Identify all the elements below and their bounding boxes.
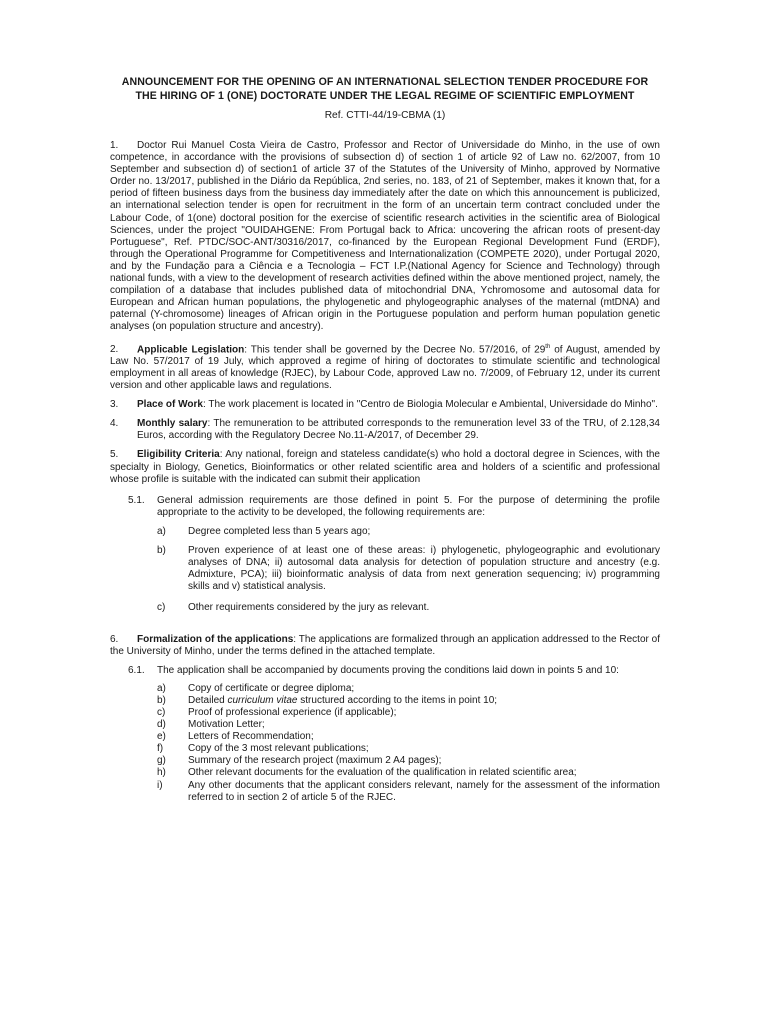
section-text-continued: of August, amended by Law No. 57/2017 of 19 July, which approved a regime of hiring of doctorates to stimulate scientific and technological employment in all areas of knowledge (RJEC), by Labour Code, approved Law no. 7/2009, of February 12, under its current version and other applicable laws and regulations. xyxy=(110,343,660,392)
list-item xyxy=(157,695,660,707)
subsection-number: 5.1. xyxy=(128,494,145,506)
list-item xyxy=(157,743,660,755)
section-heading: Place of Work xyxy=(137,399,203,411)
item-text: Copy of certificate or degree diploma; xyxy=(188,682,355,694)
list-item xyxy=(157,780,660,804)
item-text: Degree completed less than 5 years ago; xyxy=(188,525,371,537)
section-number: 5. xyxy=(110,449,119,461)
section-text: : This tender shall be governed by the Decree No. 57/2016, of 29 xyxy=(244,343,546,355)
documents-list xyxy=(110,683,660,804)
item-text: Proven experience of at least one of these areas: i) phylogenetic, phylogeographic and evolutionary analyses of DNA; ii) autosomal data analysis for detection of population structure and ancestry (e.g. Admixture, PCA); iii) bioinformatic analysis of data from next generation sequencing; iv) programming skills and v) statistical analysis. xyxy=(188,545,660,593)
list-item xyxy=(157,707,660,719)
document-title: ANNOUNCEMENT FOR THE OPENING OF AN INTERNATIONAL SELECTION TENDER PROCEDURE FOR THE HIRING OF 1 (ONE) DOCTORATE UNDER THE LEGAL REGIME OF SCIENTIFIC EMPLOYMENT xyxy=(121,76,649,102)
list-item xyxy=(157,602,660,614)
item-label: g) xyxy=(157,755,166,767)
list-item xyxy=(157,683,660,695)
item-label: e) xyxy=(157,731,166,743)
item-text: Detailed xyxy=(188,694,228,706)
list-item xyxy=(157,545,660,593)
requirements-list xyxy=(110,526,660,615)
section-heading: Applicable Legislation xyxy=(137,343,245,355)
section-heading: Monthly salary xyxy=(137,418,208,430)
item-text: Letters of Recommendation; xyxy=(188,731,314,743)
section-text: : The applications are formalized through an application addressed to the Rector of the University of Minho, under the terms defined in the attached template. xyxy=(110,633,661,657)
section-text: Doctor Rui Manuel Costa Vieira de Castro, Professor and Rector of Universidade do Minho, in the use of own competence, in accordance with the provisions of subsection d) of section 1 of article 92 of Law no. 62/2007, from 10 September and subsection d) of section1 of article 37 of the Statutes of the University of Minho, approved by Normative Order no. 13/2017, published in the Diário da República, 2nd series, no. 183, of 21 of September, makes it known that, for a period of fifteen business days from the business day immediately after the date on which this announcement is publicized, an international selection tender is open for recruitment in the form of an uncertain term contract concluded under the Labour Code, of 1(one) doctoral position for the exercise of scientific research activities in the scientific area of Biological Sciences, under the project "OUIDAHGENE: From Portugal back to Africa: uncovering the african roots of present-day Portuguese", Ref. PTDC/SOC-ANT/30316/2017, co-financed by the European Regional Development Fund (ERDF), through the Operational Programme for Competitiveness and Internationalization (COMPETE 2020), under Portugal 2020, and by the Fundação para a Ciência e a Tecnologia – FCT I.P.(National Agency for Science and Technology) through national funds, with a view to the development of research activities defined within the above mentioned project, namely, the compilation of a database that includes published data of mitochondrial DNA, Ychromosome and autosomal data for European and African human populations, the phylogenetic and phylogeographic analyses of the maternal (mtDNA) and paternal (Y-chromosome) lineages of African origin in the Portuguese population and perform human population genetic analyses (on population structure and ancestry). xyxy=(110,140,660,333)
section-heading: Formalization of the applications xyxy=(137,633,294,645)
item-text: Summary of the research project (maximum 2 A4 pages); xyxy=(188,755,442,767)
subsection-text: General admission requirements are those defined in point 5. For the purpose of determining the profile appropriate to the activity to be developed, the following requirements are: xyxy=(157,494,660,518)
section-number: 3. xyxy=(110,399,119,411)
item-label: c) xyxy=(157,602,166,614)
list-item xyxy=(157,719,660,731)
section-5 xyxy=(110,449,660,485)
reference-code: Ref. CTTI-44/19-CBMA (1) xyxy=(324,110,446,121)
item-text: Other relevant documents for the evaluation of the qualification in related scientific area; xyxy=(188,767,577,779)
item-text: Any other documents that the applicant considers relevant, namely for the assessment of the information referred to in section 2 of article 5 of the RJEC. xyxy=(188,779,660,803)
section-text: : The work placement is located in "Centro de Biologia Molecular e Ambiental, Universidade do Minho". xyxy=(202,399,658,411)
item-label: b) xyxy=(157,694,166,706)
item-label: c) xyxy=(157,706,166,718)
subsection-text: The application shall be accompanied by documents proving the conditions laid down in points 5 and 10: xyxy=(157,664,619,676)
item-text-italic: curriculum vitae xyxy=(227,694,298,706)
list-item xyxy=(157,767,660,779)
section-number: 2. xyxy=(110,343,119,355)
section-4 xyxy=(110,418,660,442)
item-text-continued: structured according to the items in point 10; xyxy=(297,694,498,706)
section-number: 6. xyxy=(110,633,119,645)
section-heading: Eligibility Criteria xyxy=(137,449,220,461)
item-label: b) xyxy=(157,545,166,557)
item-label: i) xyxy=(157,779,163,791)
subsection-6-1 xyxy=(110,665,660,677)
item-text: Other requirements considered by the jury as relevant. xyxy=(188,602,430,614)
item-label: h) xyxy=(157,767,166,779)
list-item xyxy=(157,526,660,538)
list-item xyxy=(157,731,660,743)
item-text: Copy of the 3 most relevant publications; xyxy=(188,743,369,755)
section-3 xyxy=(110,399,660,411)
section-text: : Any national, foreign and stateless candidate(s) who hold a doctoral degree in Sciences, with the specialty in Biology, Genetics, Bioinformatics or other related scientific area and holders of a scientific and professional whose profile is suitable with the indicated can submit their application xyxy=(110,449,660,485)
item-text: Motivation Letter; xyxy=(188,719,265,731)
section-number: 1. xyxy=(110,140,119,151)
section-text: : The remuneration to be attributed corresponds to the remuneration level 33 of the TRU, of 2.128,34 Euros, according with the Regulatory Decree No.11-A/2017, of December 29. xyxy=(137,418,660,442)
item-label: d) xyxy=(157,719,166,731)
superscript: th xyxy=(545,343,551,350)
section-number: 4. xyxy=(110,418,119,430)
item-label: a) xyxy=(157,525,166,537)
item-text: Proof of professional experience (if applicable); xyxy=(188,706,397,718)
list-item xyxy=(157,755,660,767)
section-1 xyxy=(110,140,660,334)
section-2 xyxy=(110,341,660,393)
subsection-number: 6.1. xyxy=(128,664,145,676)
section-6 xyxy=(110,634,660,658)
subsection-5-1 xyxy=(110,495,660,519)
item-label: a) xyxy=(157,682,166,694)
item-label: f) xyxy=(157,743,164,755)
